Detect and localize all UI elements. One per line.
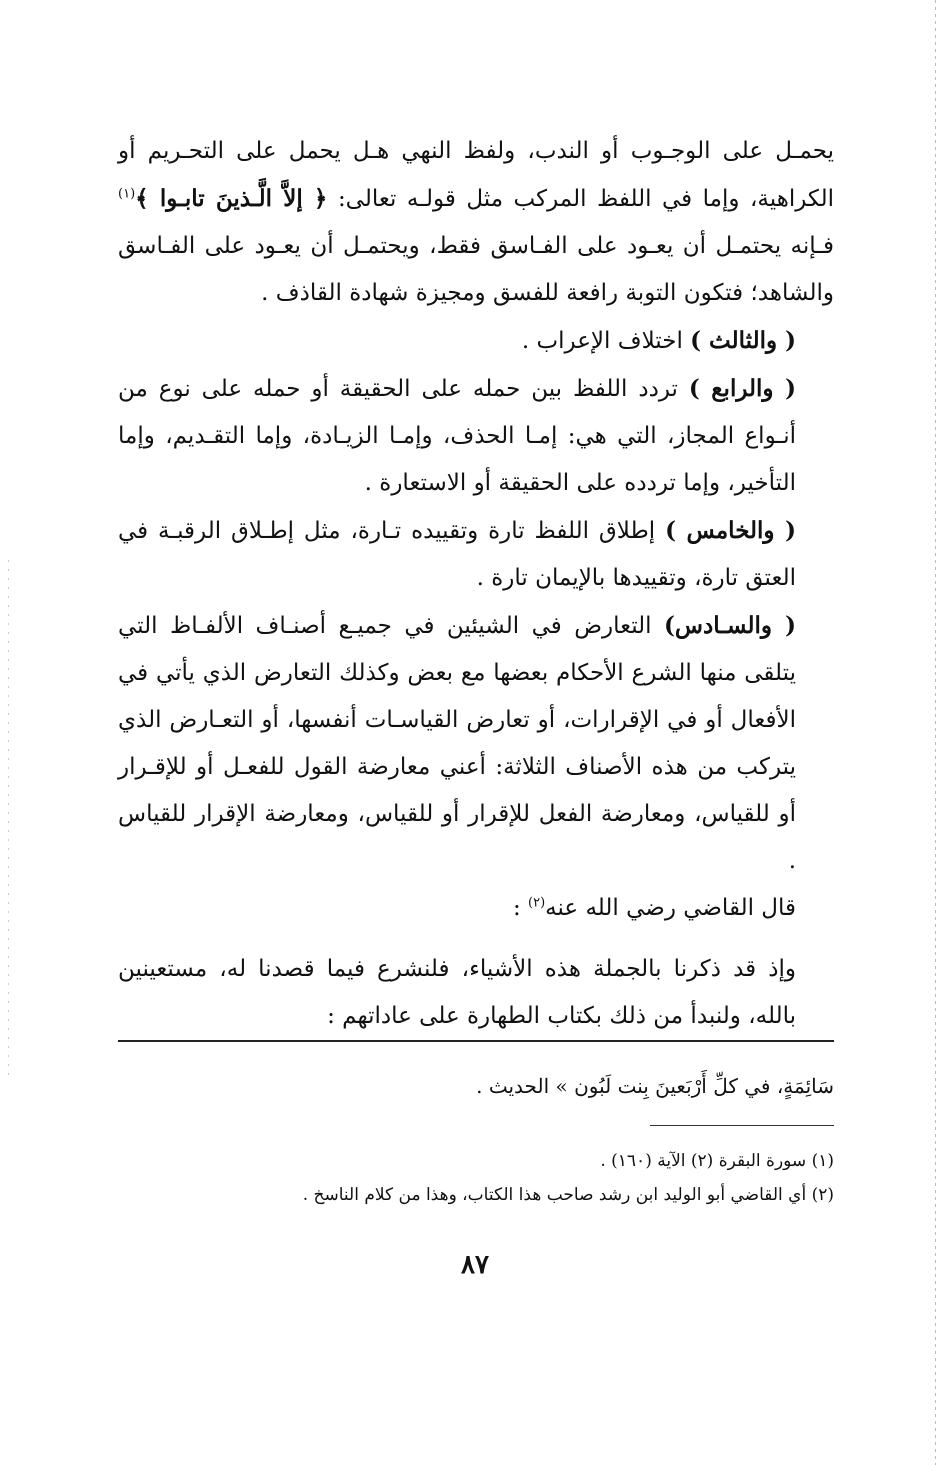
paragraph-1 — [118, 128, 834, 317]
paragraph-sixth — [118, 602, 834, 885]
fourth-label: ( والرابع ) — [688, 375, 797, 402]
third-label: ( والثالث ) — [690, 327, 796, 354]
quran-quote: ﴿ إلاَّ الَّـذينَ تابـوا ﴾ — [135, 185, 328, 212]
footnote-short-rule — [650, 1125, 834, 1126]
paragraph-closing — [118, 946, 834, 1040]
paragraph-fourth — [118, 365, 834, 507]
footnote-ref-1[interactable]: (١) — [118, 186, 136, 202]
fifth-text: إطلاق اللفظ تارة وتقييده تـارة، مثل إطـلاق الرقبـة في العتق تارة، وتقييدها بالإيمان تارة . — [118, 518, 796, 591]
paragraph-1-continuation: فـإنه يحتمـل أن يعـود على الفـاسق فقط، ويحتمـل أن يعـود على الفـاسق والشاهد؛ فتكون التوبة رافعة للفسق ومجيزة شهادة القاذف . — [118, 233, 834, 306]
continued-footnote: سَائِمَةٍ، في كلِّ أَرْبَعينَ بِنت لَبُون » الحديث . — [476, 1074, 834, 1098]
footnote-1: (١) سورة البقرة (٢) الآية (١٦٠) . — [600, 1151, 834, 1171]
scan-edge-line — [935, 0, 936, 1465]
third-text: اختلاف الإعراب . — [521, 328, 683, 354]
judge-text: قال القاضي رضي الله عنه — [545, 895, 796, 921]
sixth-text: التعارض في الشيئين في جميـع أصنـاف الألفـاظ التي يتلقى منها الشرع الأحكام بعضها مع بعض وكذلك التعارض الذي يأتي في الأفعال أو في الإقرارات، أو تعارض القياسـات أنفسها، أو التعـارض الذي يتركب من هذه الأصناف الثلاثة: أعني معارضة القول للفعـل أو للإقـرار أو للقياس، ومعارضة الفعل للإقرار أو للقياس، ومعارضة الإقرار للقياس . — [118, 613, 796, 874]
fifth-label: ( والخامس ) — [665, 517, 797, 544]
fourth-text: تردد اللفظ بين حمله على الحقيقة أو حمله على نوع من أنـواع المجاز، التي هي: إمـا الحذف، وإمـا الزيـادة، وإما التقـديم، وإما التأخير، وإما تردده على الحقيقة أو الاستعارة . — [118, 376, 796, 496]
paragraph-1-text: يحمـل على الوجـوب أو الندب، ولفظ النهي هـل يحمل على التحـريم أو الكراهية، وإما في اللفظ المركب مثل قولـه تعالى: — [118, 138, 835, 212]
paragraph-judge — [118, 885, 834, 932]
page-number: ٨٧ — [461, 1250, 489, 1280]
judge-colon: : — [512, 895, 521, 921]
paragraph-third — [118, 317, 834, 365]
footnotes — [118, 1144, 834, 1212]
sixth-label: ( والسـادس) — [664, 612, 797, 639]
closing-text: وإذ قد ذكرنا بالجملة هذه الأشياء، فلنشرع فيما قصدنا له، مستعينين بالله، ولنبدأ من ذلك بكتاب الطهارة على عاداتهم : — [118, 956, 796, 1029]
footnote-ref-2[interactable]: (٢) — [528, 895, 546, 911]
scan-margin-mark — [8, 560, 9, 1080]
paragraph-fifth — [118, 507, 834, 602]
footnote-separator — [118, 1040, 834, 1042]
footnote-2: (٢) أي القاضي أبو الوليد ابن رشد صاحب هذا الكتاب، وهذا من كلام الناسخ . — [302, 1185, 834, 1205]
main-text — [118, 128, 834, 1040]
